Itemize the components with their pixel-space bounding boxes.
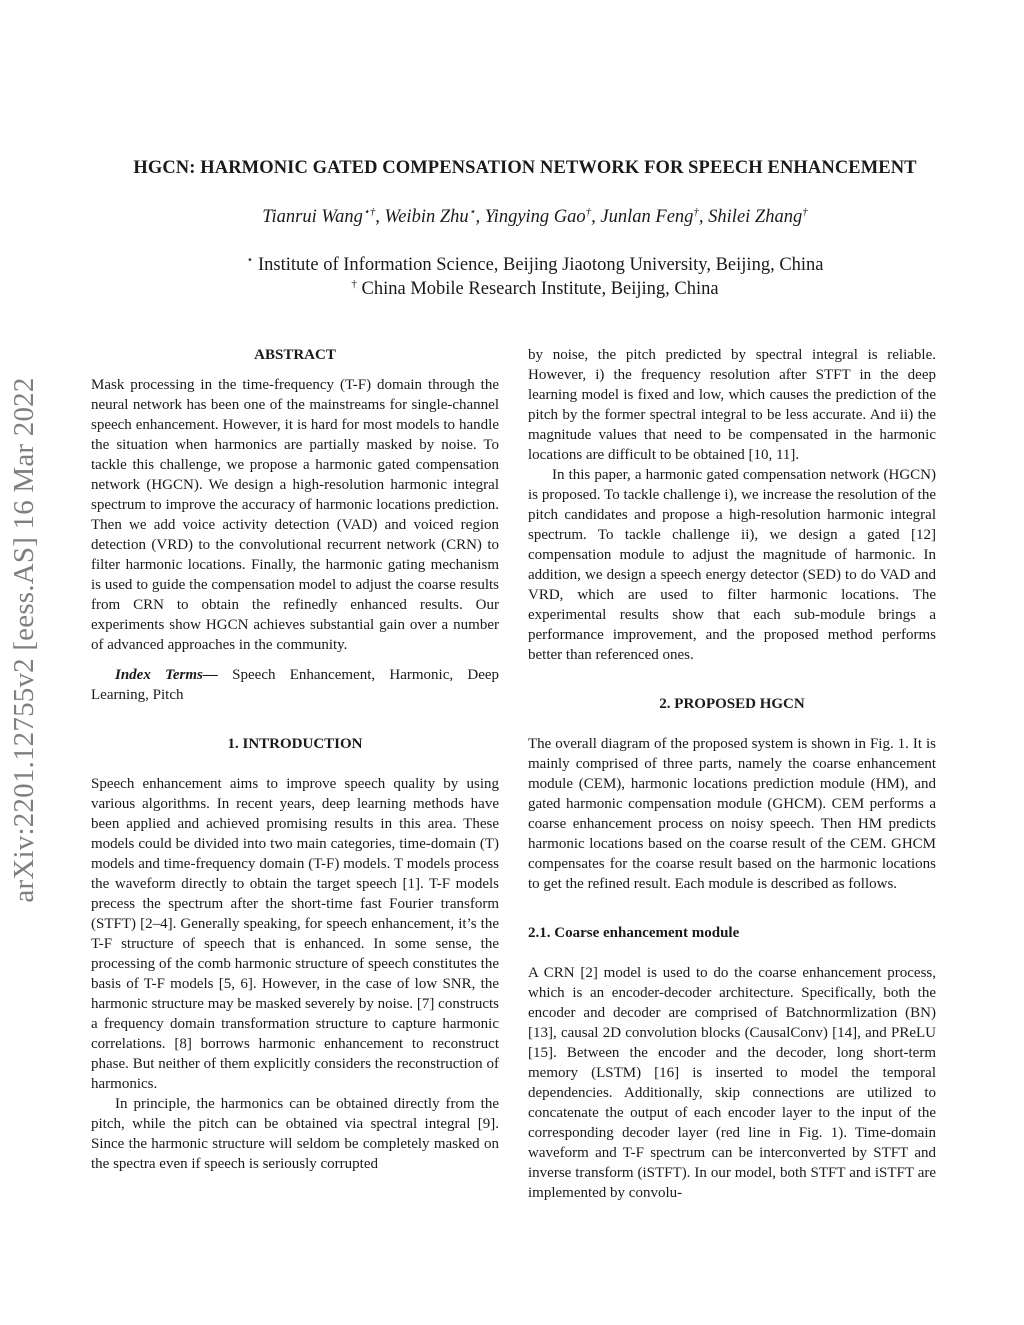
author-mark: † (693, 205, 699, 218)
section-heading-introduction: 1. INTRODUCTION (227, 736, 363, 752)
proposed-paragraph-2: A CRN [2] model is used to do the coarse enhancement process, which is an encoder-decoder architecture. Specifically, both the encoder and decoder are comprised of Batchnormlization (BN) [13], causal 2D convolution blocks (CausalConv) [14], and PReLU [15]. Between the encoder and the decoder, long short-term memory (LSTM) [16] is inserted to model the temporal dependencies. Additionally, skip connections are utilized to concatenate the output of each encoder layer to the input of the corresponding decoder layer (red line in Fig. 1). Time-domain waveform and T-F spectrum can be interconverted by STFT and inverse transform (iSTFT). In our model, both STFT and iSTFT are implemented by convolu- (528, 965, 936, 1201)
index-terms-label: Index Terms— (115, 667, 218, 683)
affiliation-mark: † (351, 277, 357, 290)
section-heading-proposed: 2. PROPOSED HGCN (659, 696, 805, 712)
right-column (528, 345, 936, 1203)
proposed-paragraph-1: The overall diagram of the proposed system is shown in Fig. 1. It is mainly comprised of three parts, namely the coarse enhancement module (CEM), harmonic locations prediction module (HM), and gated harmonic compensation module (GHCM). CEM performs a coarse enhancement process on noisy speech. Then HM predicts harmonic locations based on the coarse result of the CEM. GHCM compensates for the coarse result based on the harmonic locations to get the refined result. Each module is described as follows. (528, 736, 936, 892)
author-mark: † (585, 205, 592, 218)
author-mark: † (802, 205, 808, 218)
author-name: Junlan Feng (600, 207, 694, 227)
affiliation-text: Institute of Information Science, Beijing Jiaotong University, Beijing, China (257, 255, 824, 275)
author-list: Tianrui Wang⋆†, Weibin Zhu⋆, Yingying Gao†, Junlan Feng†, Shilei Zhang† (262, 205, 808, 227)
author-mark: ⋆† (362, 205, 376, 218)
index-terms-text: Speech Enhancement, Harmonic, Deep Learning, Pitch (91, 667, 500, 703)
arxiv-identifier: arXiv:2201.12755v2 [eess.AS] 16 Mar 2022 (8, 377, 40, 903)
intro-paragraph-1: Speech enhancement aims to improve speech quality by using various algorithms. In recent years, deep learning methods have been applied and achieved promising results in this area. These models could be divided into two main categories, time-domain (T) models and time-frequency domain (T-F) models. T models process the waveform directly to obtain the target speech [1]. T-F models precess the spectrum after the short-time fast Fourier transform (STFT) [2–4]. Generally speaking, for speech enhancement, it’s the T-F structure of speech that is enhanced. In some sense, the processing of the comb harmonic structure of speech constitutes the basis of T-F models [5, 6]. However, in the case of low SNR, the harmonic structure may be masked severely by noise. [7] constructs a frequency domain transformation structure to capture harmonic correlations. [8] borrows harmonic enhancement to reconstruct phase. But neither of them explicitly considers the reconstruction of harmonics. (91, 776, 499, 1092)
index-terms (91, 665, 499, 705)
author-name: Tianrui Wang (262, 207, 363, 227)
affiliation-1 (60, 255, 1010, 276)
author-name: Yingying Gao (484, 207, 586, 227)
author-name: Shilei Zhang (708, 207, 803, 227)
intro-paragraph-3: by noise, the pitch predicted by spectral integral is reliable. However, i) the frequency resolution after STFT in the deep learning model is fixed and low, which causes the prediction of the pitch by the former spectral integral to be less accurate. And ii) the magnitude values that need to be compensated in the harmonic locations are difficult to be obtained [10, 11]. (528, 347, 936, 463)
intro-paragraph-2: In principle, the harmonics can be obtained directly from the pitch, while the pitch can be obtained via spectral integral [9]. Since the harmonic structure will seldom be completely masked on the spectra even if speech is seriously corrupted (91, 1096, 499, 1172)
paper-title: HGCN: HARMONIC GATED COMPENSATION NETWORK FOR SPEECH ENHANCEMENT (133, 158, 917, 178)
author-name: Weibin Zhu (384, 207, 469, 227)
abstract-text: Mask processing in the time-frequency (T-F) domain through the neural network has been one of the mainstreams for single-channel speech enhancement. However, it is hard for most models to handle the situation when harmonics are partially masked by noise. To tackle this challenge, we propose a harmonic gated compensation network (HGCN). We design a high-resolution harmonic integral spectrum to improve the accuracy of harmonic locations prediction. Then we add voice activity detection (VAD) and voiced region detection (VRD) to the convolutional recurrent network (CRN) to filter harmonic locations. Finally, the harmonic gating mechanism is used to guide the compensation model to adjust the coarse results from CRN to obtain the refinedly enhanced results. Our experiments show HGCN achieves substantial gain over a number of advanced approaches in the community. (91, 377, 499, 653)
abstract-heading: ABSTRACT (254, 347, 336, 363)
left-column (91, 345, 499, 1174)
affiliation-mark: ⋆ (246, 253, 254, 266)
author-mark: ⋆ (468, 205, 476, 218)
intro-paragraph-4: In this paper, a harmonic gated compensation network (HGCN) is proposed. To tackle challenge i), we increase the resolution of the pitch candidates and propose a high-resolution harmonic integral spectrum. To tackle challenge ii), we design a gated [12] compensation module to adjust the magnitude of harmonic. In addition, we design a speech energy detector (SED) to do VAD and VRD, which are used to filter harmonic locations. The experimental results show that each sub-module brings a performance improvement, and the proposed method performs better than referenced ones. (528, 467, 936, 663)
affiliation-2 (60, 279, 1010, 300)
subsection-heading-cem: 2.1. Coarse enhancement module (528, 925, 740, 941)
affiliation-text: China Mobile Research Institute, Beijing, China (361, 279, 719, 299)
